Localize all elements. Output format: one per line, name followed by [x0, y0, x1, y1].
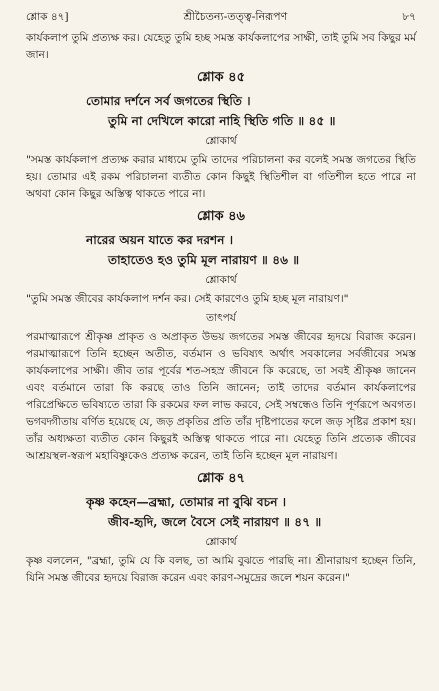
page-number: ৮৭ [402, 11, 416, 23]
verse-47-meaning-label: শ্লোকার্থ [205, 536, 237, 548]
purport-label: তাৎপর্য [206, 312, 236, 324]
verse-46-label: শ্লোক ৪৬ [196, 209, 246, 224]
verse-47-line-1: কৃষ্ণ কহেন—ব্রহ্মা, তোমার না বুঝি বচন । [86, 495, 287, 509]
verse-45-meaning: "সমস্ত কার্যকলাপ প্রত্যক্ষ করার মাধ্যমে তুমি তাদের পরিচালনা কর বলেই সমস্ত জগতের স্থিতি হয়। তোমার এই রকম পরিচালনা ব্যতীত কোন কিছুই স্থিতিশীল বা গতিশীল হতে পারে না অথবা কোন কিছুর অস্তিত্ব থাকতে পারে না। [26, 154, 416, 200]
verse-46-meaning: "তুমি সমস্ত জীবের কার্যকলাপ দর্শন কর। সেই কারণেও তুমি হচ্ছ মূল নারায়ণ।" [26, 293, 349, 305]
purport-paragraph: পরমাত্মারূপে শ্রীকৃষ্ণ প্রাকৃত ও অপ্রাকৃত উভয় জগতের সমস্ত জীবের হৃদয়ে বিরাজ করেন। পরমাত্মারূপে তিনি হচ্ছেন অতীত, বর্তমান ও ভবিষ্যৎ অর্থাৎ সবকালের সর্বজীবের সমস্ত কার্যকলাপের সাক্ষী। জীব তার পূর্বের শত-সহস্র জীবনে কি করেছে, তা সবই শ্রীকৃষ্ণ জানেন এবং বর্তমানে তারা কি করছে তাও তিনি জানেন; তাই তাদের বর্তমান কার্যকলাপের পরিপ্রেক্ষিতে ভবিষ্যতে তারা কি রকমের ফল লাভ করবে, সেই সম্বন্ধেও তিনি পূর্ণরূপে অবগত। ভগবদ্গীতায় বর্ণিত হয়েছে যে, জড় প্রকৃতির প্রতি তাঁর দৃষ্টিপাতের ফলে জড় সৃষ্টির প্রকাশ হয়। তাঁর অধ্যক্ষতা ব্যতীত কোন কিছুরই অস্তিত্ব থাকতে পারে না। যেহেতু তিনি প্রত্যেক জীবের আশ্রয়স্থল-স্বরূপ মহাবিষ্ণুকেও প্রত্যক্ষ করেন, তাই তিনি হচ্ছেন মূল নারায়ণ। [26, 331, 416, 462]
verse-46-line-1: নারের অয়ন যাতে কর দরশন । [86, 233, 234, 247]
header-chapter-title: শ্রীচৈতন্য-তত্ত্ব-নিরূপণ [183, 10, 288, 23]
header-verse-ref: শ্লোক ৪৭] [26, 11, 69, 23]
verse-46-line-2: তাহাতেও হও তুমি মূল নারায়ণ ॥ ৪৬ ॥ [108, 253, 300, 267]
intro-paragraph: কার্যকলাপ তুমি প্রত্যক্ষ কর। যেহেতু তুমি হচ্ছ সমস্ত কার্যকলাপের সাক্ষী, তাই তুমি সব কিছুর মর্ম জান। [26, 32, 416, 61]
verse-45-meaning-label: শ্লোকার্থ [205, 135, 237, 147]
verse-46-meaning-label: শ্লোকার্থ [205, 274, 237, 286]
verse-45-line-1: তোমার দর্শনে সর্ব জগতের স্থিতি । [86, 94, 251, 108]
verse-47-meaning: কৃষ্ণ বললেন, "ব্রহ্মা, তুমি যে কি বলছ, তা আমি বুঝতে পারছি না। শ্রীনারায়ণ হচ্ছেন তিনি, যিনি সমস্ত জীবের হৃদয়ে বিরাজ করেন এবং কারণ-সমুদ্রের জলে শয়ন করেন।" [26, 555, 416, 584]
verse-45-label: শ্লোক ৪৫ [196, 70, 246, 85]
verse-47-label: শ্লোক ৪৭ [196, 471, 246, 486]
verse-47-line-2: জীব-হৃদি, জলে বৈসে সেই নারায়ণ ॥ ৪৭ ॥ [108, 515, 322, 529]
verse-45-line-2: তুমি না দেখিলে কারো নাহি স্থিতি গতি ॥ ৪৫ ॥ [108, 114, 336, 128]
running-header [26, 8, 416, 30]
book-page [26, 8, 416, 688]
